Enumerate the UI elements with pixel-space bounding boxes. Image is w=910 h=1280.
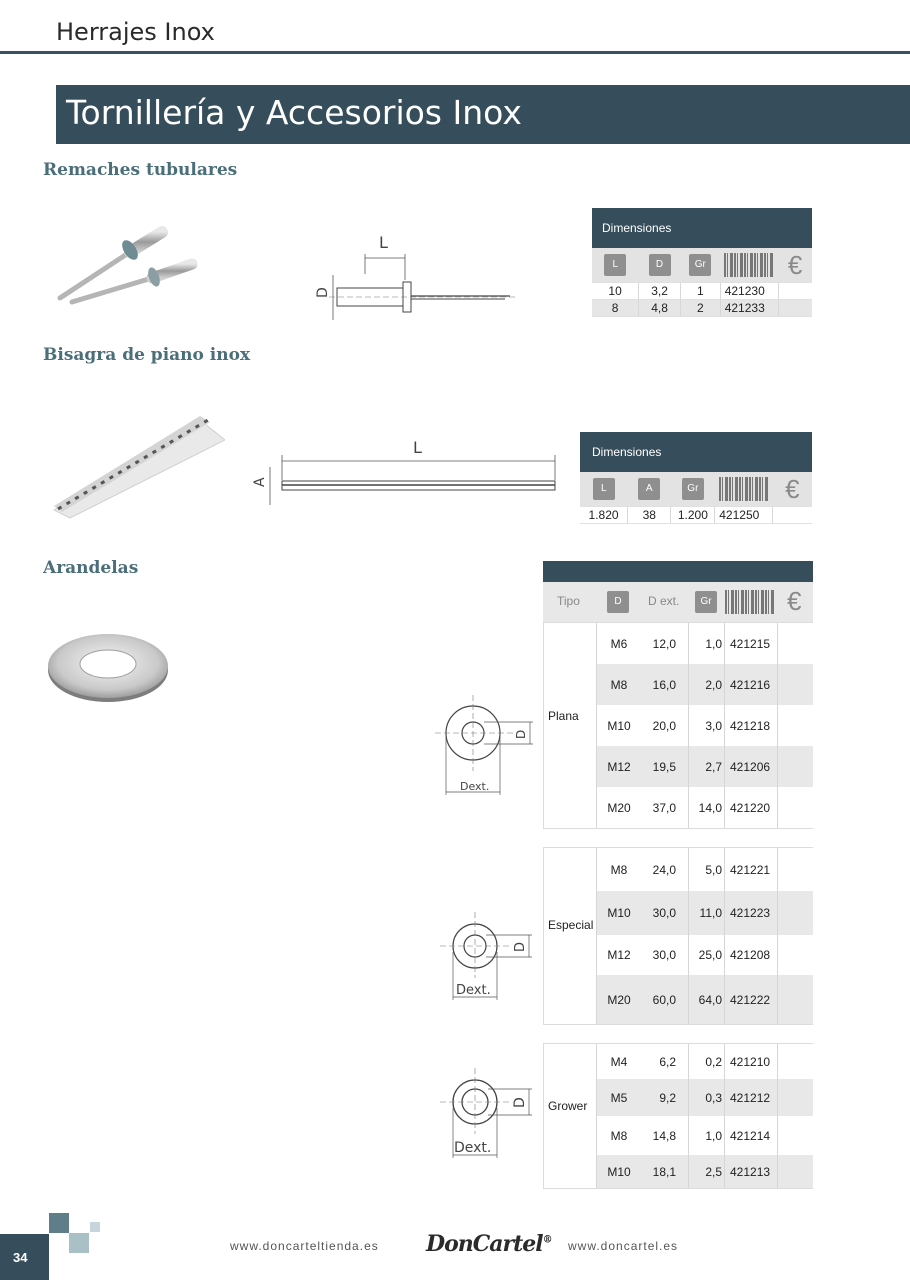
- group-especial: [543, 847, 813, 1025]
- table-row: M8 16,0 2,0 421216: [596, 664, 813, 705]
- header-rule: [0, 51, 910, 54]
- drawing-label-a: A: [252, 477, 268, 487]
- rivet-photo: [52, 220, 202, 310]
- euro-icon: €: [787, 249, 803, 280]
- arandelas-table-head: [543, 561, 813, 582]
- table-row: M4 6,2 0,2 421210: [596, 1044, 813, 1079]
- section-header: Herrajes Inox: [56, 18, 215, 46]
- washer-especial-drawing: [440, 912, 540, 1002]
- bisagra-table-title: Dimensiones: [592, 445, 662, 459]
- bisagra-heading: Bisagra de piano inox: [43, 345, 251, 365]
- group-plana: [543, 622, 813, 829]
- barcode-icon: [719, 477, 769, 501]
- drawing-label-dext: Dext.: [456, 983, 491, 998]
- diameter-icon: D: [649, 254, 671, 276]
- page-number: 34: [13, 1250, 28, 1265]
- length-icon: L: [604, 254, 626, 276]
- table-row: M8 14,8 1,0 421214: [596, 1116, 813, 1155]
- col-tipo: Tipo: [557, 594, 580, 608]
- hinge-drawing: [245, 435, 565, 510]
- col-dext: D ext.: [648, 594, 680, 608]
- arandelas-heading: Arandelas: [43, 558, 139, 578]
- footer-url-left[interactable]: www.doncarteltienda.es: [230, 1239, 379, 1253]
- drawing-label-d: D: [513, 941, 528, 952]
- remaches-table-title: Dimensiones: [602, 221, 672, 235]
- hinge-photo: [50, 410, 225, 520]
- table-row: 1.820 38 1.200 421250: [580, 506, 812, 523]
- bisagra-table: [580, 432, 812, 524]
- drawing-label-dext: Dext.: [460, 780, 490, 793]
- length-icon: L: [593, 478, 615, 500]
- width-icon: A: [638, 478, 660, 500]
- remaches-heading: Remaches tubulares: [43, 160, 238, 180]
- washer-grower-drawing: [440, 1068, 540, 1160]
- rivet-drawing: [305, 230, 520, 325]
- drawing-label-d: D: [315, 287, 331, 298]
- weight-icon: Gr: [682, 478, 704, 500]
- title-band: [56, 85, 910, 144]
- washer-plana-drawing: [435, 695, 540, 797]
- drawing-label-d: D: [514, 729, 528, 739]
- table-row: M8 24,0 5,0 421221: [596, 848, 813, 891]
- weight-icon: Gr: [689, 254, 711, 276]
- arandelas-icon-row: [543, 582, 813, 622]
- drawing-label-dext: Dext.: [454, 1140, 492, 1156]
- page-title: Tornillería y Accesorios Inox: [66, 93, 522, 132]
- table-row: 10 3,2 1 421230: [592, 282, 812, 299]
- table-row: M12 30,0 25,0 421208: [596, 935, 813, 975]
- drawing-label-l: L: [379, 233, 388, 252]
- type-label: Especial: [548, 918, 594, 932]
- table-row: 8 4,8 2 421233: [592, 299, 812, 316]
- diameter-icon: D: [607, 591, 629, 613]
- table-row: M20 60,0 64,0 421222: [596, 975, 813, 1024]
- barcode-icon: [724, 253, 774, 277]
- table-row: M5 9,2 0,3 421212: [596, 1079, 813, 1116]
- table-row: M20 37,0 14,0 421220: [596, 787, 813, 828]
- barcode-icon: [725, 590, 775, 614]
- washer-photo: [46, 628, 171, 706]
- decor-square: [90, 1222, 100, 1232]
- decor-square: [69, 1233, 89, 1253]
- table-row: M10 18,1 2,5 421213: [596, 1155, 813, 1188]
- table-row: M10 30,0 11,0 421223: [596, 891, 813, 935]
- type-label: Plana: [548, 709, 579, 723]
- page-number-box: [0, 1234, 49, 1280]
- weight-icon: Gr: [695, 591, 717, 613]
- euro-icon: €: [787, 586, 802, 616]
- table-row: M10 20,0 3,0 421218: [596, 705, 813, 746]
- table-row: M12 19,5 2,7 421206: [596, 746, 813, 787]
- brand-logo: DonCartel®: [426, 1231, 552, 1257]
- remaches-table: [592, 208, 812, 317]
- group-grower: [543, 1043, 813, 1189]
- footer-url-right[interactable]: www.doncartel.es: [568, 1239, 679, 1253]
- type-label: Grower: [548, 1099, 588, 1113]
- euro-icon: €: [785, 473, 800, 504]
- table-row: M6 12,0 1,0 421215: [596, 623, 813, 664]
- decor-square: [49, 1213, 69, 1233]
- drawing-label-l: L: [413, 438, 422, 457]
- drawing-label-d: D: [512, 1097, 528, 1108]
